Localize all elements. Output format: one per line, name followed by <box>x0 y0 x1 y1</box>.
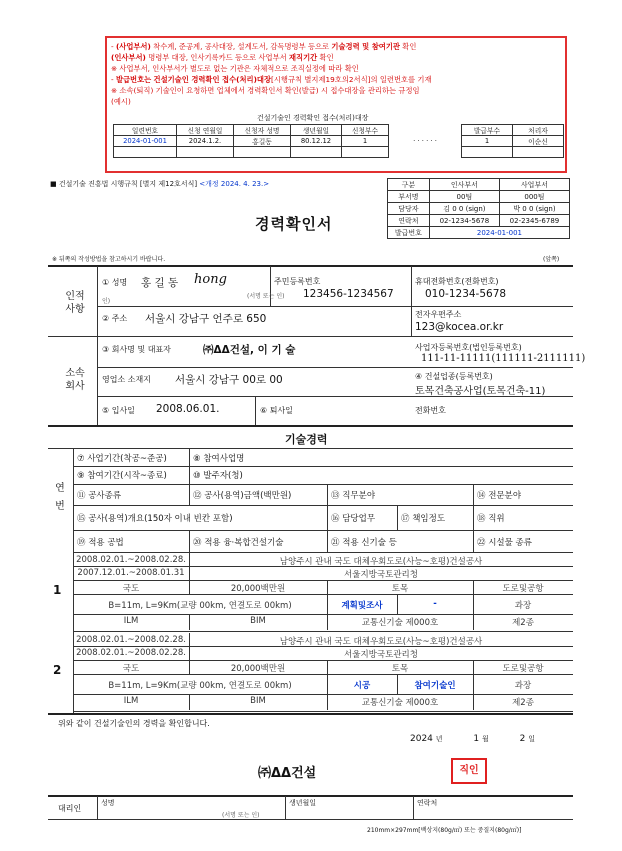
career-section-title: 기술경력 <box>285 433 328 446</box>
approval-header: 사업부서 <box>499 179 569 191</box>
ledger-cell: 이순신 <box>513 136 564 147</box>
ledger-header <box>389 125 462 136</box>
page-side: (앞쪽) <box>543 256 560 263</box>
career-kind: 국도 <box>122 664 140 674</box>
career-position: 과장 <box>514 681 532 691</box>
personal-section-label: 인적 사항 <box>65 291 85 315</box>
header-position: ⑱ 직위 <box>477 514 505 524</box>
ledger-cell <box>389 147 462 158</box>
approval-cell: 02-2345-6789 <box>499 215 569 227</box>
ledger-title: 건설기술인 경력확인 접수(처리)대장 <box>257 114 369 122</box>
approval-cell: 연락처 <box>388 215 430 227</box>
career-amount: 20,000백만원 <box>230 664 286 674</box>
career-period: 2008.02.01.~2008.02.28. <box>76 555 186 565</box>
paper-spec: 210mm×297mm[백상지(80g/㎡) 또는 중질지(80g/㎡)] <box>367 827 522 834</box>
header-job-field: ⑬ 직무분야 <box>331 491 376 501</box>
header-amount: ⑫ 공사(용역)금액(백만원) <box>193 491 292 501</box>
career-summary: B=11m, L=9Km(교량 00km, 연결도로 00km) <box>108 681 292 691</box>
notice-line: ※ 사업부서, 인사부서가 별도로 없는 기관은 자체적으로 조직실정에 따라 확인 <box>111 64 359 73</box>
approval-cell: 김 0 0 (sign) <box>429 203 499 215</box>
ledger-cell <box>177 147 234 158</box>
notice-line: - 발급번호는 건설기술인 경력확인 접수(처리)대장[시행규칙 별지제19호의2서식]의 일련번호를 기재 <box>111 75 432 84</box>
ledger-cell: 1 <box>342 136 389 147</box>
applicant-name: 홍 길 동 <box>141 277 179 289</box>
applicant-address: 서울시 강남구 언주로 650 <box>145 313 267 325</box>
approval-cell: 2024-01-001 <box>429 227 569 239</box>
career-special: 도로및공항 <box>502 584 544 594</box>
serial-label: 연 번 <box>55 483 65 512</box>
career-position: 과장 <box>514 601 532 611</box>
career-newtech: 교통신기술 제000호 <box>361 618 439 628</box>
career-resp: 참여기술인 <box>414 681 456 691</box>
business-number: 111-11-11111(111111-2111111) <box>421 353 586 364</box>
ledger-cell: · · · · · · <box>389 136 462 147</box>
notice-line: ※ 소속(퇴직) 기술인이 요청하면 업체에서 경력확인서 확인(발급) 시 접수대장을 관리하는 규정임 <box>111 86 420 95</box>
career-client: 서울지방국토관리청 <box>344 570 418 580</box>
notice-line: (예시) <box>111 97 131 106</box>
career-facility: 제2종 <box>512 618 534 628</box>
email-address: 123@kocea.or.kr <box>415 321 504 333</box>
ledger-header: 발급부수 <box>462 125 513 136</box>
sign-label: (서명 또는 인) <box>247 293 285 300</box>
header-client: ⑩ 발주자(청) <box>193 471 243 481</box>
career-method: ILM <box>123 696 139 706</box>
approval-cell: 발급번호 <box>388 227 430 239</box>
career-fusion: BIM <box>250 616 266 626</box>
approval-cell: 00팀 <box>429 191 499 203</box>
issuer-company: ㈜ΔΔ건설 <box>258 766 317 781</box>
approval-cell: 02-1234-5678 <box>429 215 499 227</box>
career-amount: 20,000백만원 <box>230 584 286 594</box>
confirmation-statement: 위와 같이 건설기술인의 경력을 확인합니다. <box>58 719 210 728</box>
career-project: 남양주시 관내 국도 대체우회도로(사능~호평)건설공사 <box>279 637 483 647</box>
header-facility: ㉒ 시설물 종류 <box>477 538 532 548</box>
approval-header: 구분 <box>388 179 430 191</box>
agent-label: 대리인 <box>58 804 82 813</box>
ledger-cell <box>114 147 177 158</box>
resident-number: 123456-1234567 <box>303 288 394 300</box>
entry-number: 1 <box>53 583 62 597</box>
ledger-cell <box>291 147 342 158</box>
ledger-header: 처리자 <box>513 125 564 136</box>
form-reference: ■ 건설기술 진흥법 시행규칙 [별지 제12호서식] <개정 2024. 4. 23.> <box>50 180 270 188</box>
career-project: 남양주시 관내 국도 대체우회도로(사능~호평)건설공사 <box>279 557 483 567</box>
career-client: 서울지방국토관리청 <box>344 650 418 660</box>
company-representative: ㈜ΔΔ건설, 이 기 술 <box>203 344 296 356</box>
ledger-cell <box>234 147 291 158</box>
official-seal: 직인 <box>451 758 487 784</box>
approval-cell: 000팀 <box>499 191 569 203</box>
header-new-tech: ㉑ 적용 신기술 등 <box>331 538 397 548</box>
ledger-header: 생년월일 <box>291 125 342 136</box>
approval-cell: 담당자 <box>388 203 430 215</box>
header-overview: ⑮ 공사(용역)개요(150자 이내 빈칸 포함) <box>77 514 233 524</box>
ledger-cell: 80.12.12 <box>291 136 342 147</box>
construction-industry: 토목건축공사업(토목건축-11) <box>415 386 546 397</box>
career-field: 토목 <box>391 664 409 674</box>
header-specialty: ⑭ 전문분야 <box>477 491 522 501</box>
ledger-header: 일련번호 <box>114 125 177 136</box>
join-date: 2008.06.01. <box>156 403 220 415</box>
approval-cell: 부서명 <box>388 191 430 203</box>
career-resp: - <box>433 599 437 609</box>
ledger-cell <box>342 147 389 158</box>
entry-number: 2 <box>53 663 62 677</box>
career-method: ILM <box>123 616 139 626</box>
document-title: 경력확인서 <box>255 215 333 233</box>
header-project-name: ⑧ 참여사업명 <box>193 454 245 464</box>
instruction-note: ※ 뒤쪽의 작성방법을 참고하시기 바랍니다. <box>52 256 166 263</box>
notice-line: - (사업부서) 착수계, 준공계, 공사대장, 설계도서, 감독명령부 등으로 기술경력 및 참여기관 확인 <box>111 42 417 51</box>
ledger-cell <box>462 147 513 158</box>
ledger-cell: 2024.1.2. <box>177 136 234 147</box>
career-duty: 시공 <box>353 681 371 691</box>
header-responsibility: ⑰ 책임정도 <box>401 514 446 524</box>
signature-image: hong <box>194 272 227 287</box>
notice-line: (인사부서) 명령부 대장, 인사기록카드 등으로 사업부서 재직기간 확인 <box>111 53 334 62</box>
career-kind: 국도 <box>122 584 140 594</box>
ledger-header: 신청자 성명 <box>234 125 291 136</box>
ledger-header: 신청 연월일 <box>177 125 234 136</box>
ledger-example-table <box>113 124 564 158</box>
career-summary: B=11m, L=9Km(교량 00km, 연결도로 00km) <box>108 601 292 611</box>
office-address: 서울시 강남구 00로 00 <box>175 374 283 386</box>
ledger-header: 신청부수 <box>342 125 389 136</box>
amendment-date: <개정 2024. 4. 23.> <box>199 180 270 188</box>
career-period: 2008.02.01.~2008.02.28. <box>76 635 186 645</box>
career-field: 토목 <box>391 584 409 594</box>
career-newtech: 교통신기술 제000호 <box>361 698 439 708</box>
career-facility: 제2종 <box>512 698 534 708</box>
issue-date: 2024 년 1 월 2 일 <box>410 734 536 744</box>
department-approval-table <box>387 178 570 239</box>
career-part: 2007.12.01.~2008.01.31 <box>77 568 185 578</box>
header-participation-period: ⑨ 참여기간(시작~종료) <box>77 471 167 481</box>
ledger-cell: 1 <box>462 136 513 147</box>
career-duty: 계획및조사 <box>341 601 383 611</box>
ledger-cell <box>513 147 564 158</box>
phone-number: 010-1234-5678 <box>425 288 507 300</box>
career-part: 2008.02.01.~2008.02.28. <box>76 648 186 658</box>
approval-header: 인사부서 <box>429 179 499 191</box>
company-section-label: 소속 회사 <box>65 368 85 392</box>
header-method: ⑲ 적용 공법 <box>77 538 124 548</box>
header-project-period: ⑦ 사업기간(착공~준공) <box>77 454 167 464</box>
approval-cell: 박 0 0 (sign) <box>499 203 569 215</box>
header-work-type: ⑪ 공사종류 <box>77 491 122 501</box>
career-fusion: BIM <box>250 696 266 706</box>
header-duty: ⑯ 담당업무 <box>331 514 376 524</box>
header-fusion-tech: ⑳ 적용 융·복합건설기술 <box>193 538 284 548</box>
ledger-cell: 2024-01-001 <box>114 136 177 147</box>
instruction-notice-box <box>105 36 567 173</box>
ledger-cell: 홍길동 <box>234 136 291 147</box>
career-special: 도로및공항 <box>502 664 544 674</box>
